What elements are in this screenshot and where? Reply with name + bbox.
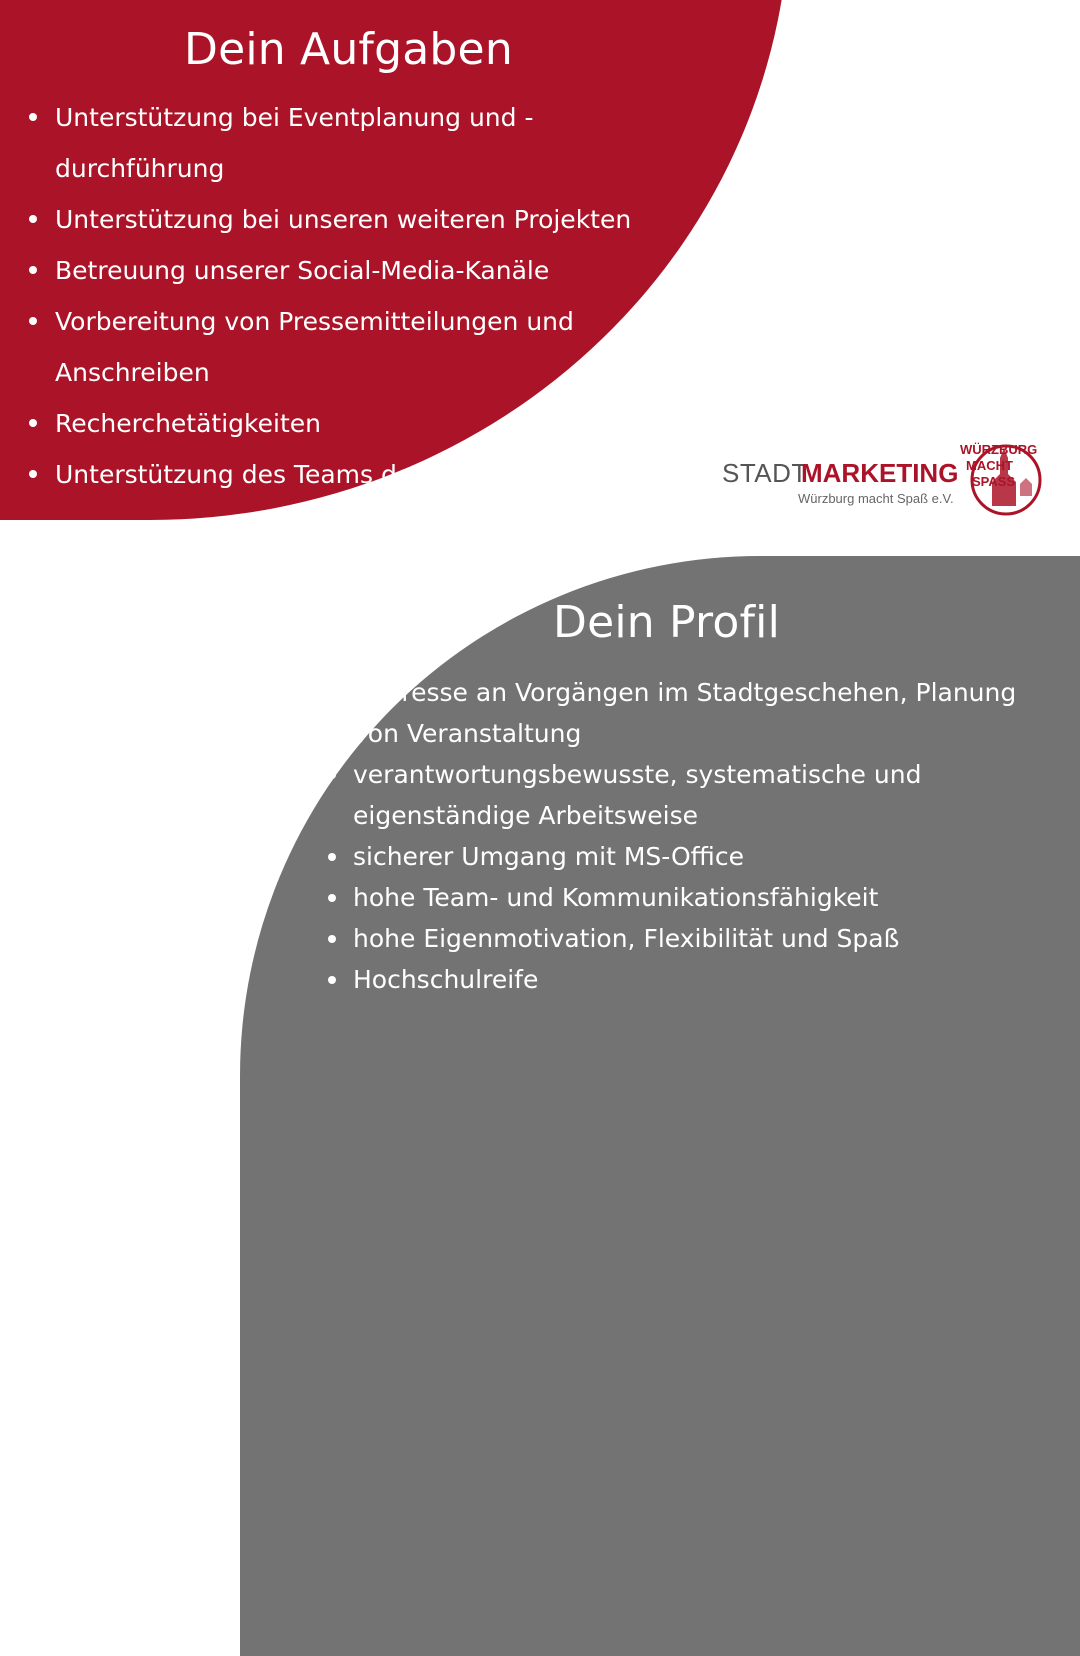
aufgaben-title: Dein Aufgaben	[184, 24, 513, 75]
aufgaben-item-line: Unterstützung des Teams der Geschäftsstelle	[55, 460, 622, 489]
aufgaben-item-line: Anschreiben	[55, 358, 210, 387]
aufgaben-item	[55, 398, 705, 449]
profil-item-line: von Veranstaltung	[353, 719, 582, 748]
wuerzburg-emblem-icon	[958, 436, 1042, 516]
stadtmarketing-logo	[718, 436, 1048, 516]
profil-item	[353, 918, 1073, 959]
profil-item-line: verantwortungsbewusste, systematische und	[353, 760, 922, 789]
logo-word-marketing: MARKETING	[801, 458, 959, 488]
profil-item-line: hohe Team- und Kommunikationsfähigkeit	[353, 883, 879, 912]
profil-list	[353, 672, 1073, 1000]
aufgaben-item	[55, 449, 647, 500]
profil-item	[353, 754, 1073, 836]
aufgaben-item	[55, 92, 705, 194]
profil-item	[353, 836, 1073, 877]
aufgaben-item-line: Unterstützung bei Eventplanung und -	[55, 103, 534, 132]
aufgaben-item-line: Unterstützung bei unseren weiteren Projekten	[55, 205, 632, 234]
profil-item	[353, 672, 1073, 754]
profil-item-line: Hochschulreife	[353, 965, 539, 994]
aufgaben-item	[55, 296, 705, 398]
profil-item-line: sicherer Umgang mit MS-Office	[353, 842, 744, 871]
aufgaben-item-line: durchführung	[55, 154, 225, 183]
logo-tagline: Würzburg macht Spaß e.V.	[798, 491, 954, 506]
aufgaben-item	[55, 194, 705, 245]
profil-item-line: hohe Eigenmotivation, Flexibilität und Spaß	[353, 924, 900, 953]
emblem-line: MACHT	[966, 458, 1013, 473]
profil-title: Dein Profil	[553, 597, 780, 648]
aufgaben-item-line: Vorbereitung von Pressemitteilungen und	[55, 307, 574, 336]
emblem-line: SPASS	[972, 474, 1016, 489]
logo-word-stadt: STADT	[722, 458, 808, 488]
aufgaben-item-line: Betreuung unserer Social-Media-Kanäle	[55, 256, 550, 285]
aufgaben-item-line: Recherchetätigkeiten	[55, 409, 321, 438]
emblem-line: WÜRZBURG	[960, 442, 1038, 457]
profil-item-line: eigenständige Arbeitsweise	[353, 801, 699, 830]
profil-item-line: Interesse an Vorgängen im Stadtgeschehen, Planung	[353, 678, 1017, 707]
profil-item	[353, 877, 1073, 918]
aufgaben-item	[55, 245, 705, 296]
aufgaben-list	[55, 92, 705, 500]
profil-item	[353, 959, 1073, 1000]
